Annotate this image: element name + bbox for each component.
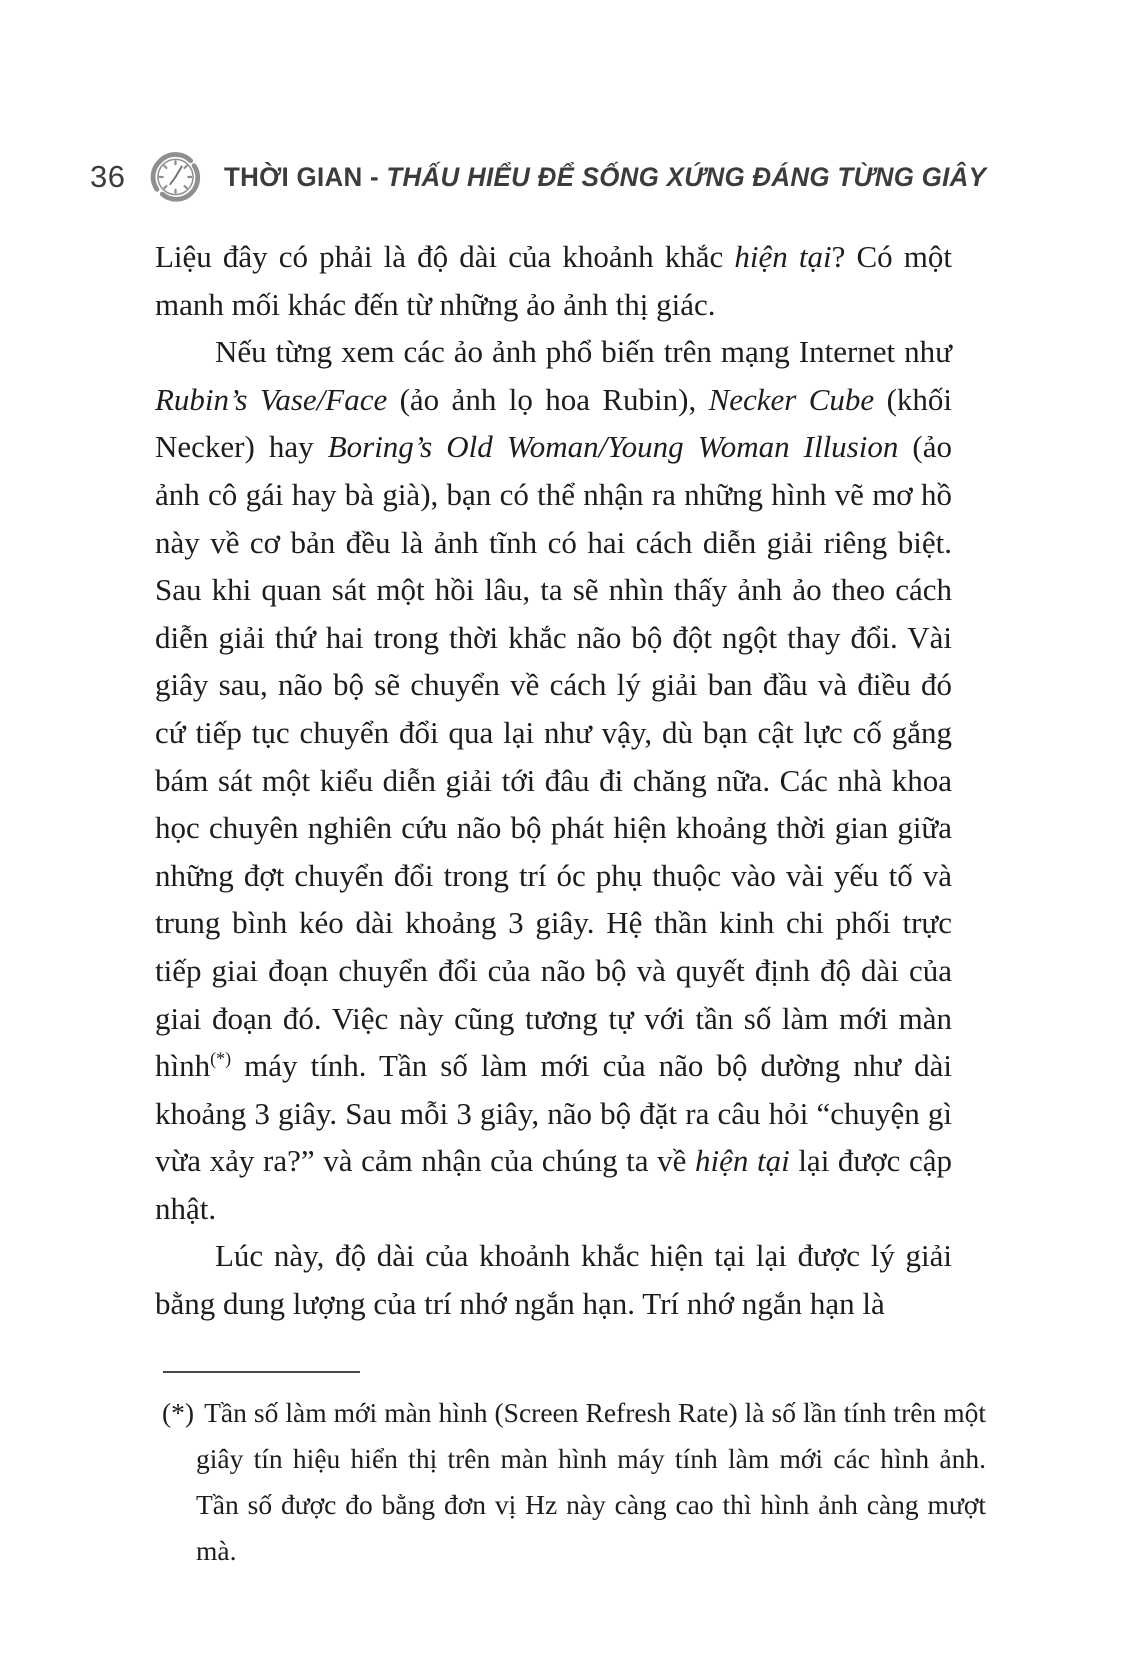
emphasized-text: Necker Cube xyxy=(708,381,875,417)
title-separator: - xyxy=(362,161,387,192)
text-run: Nếu từng xem các ảo ảnh phổ biến trên mạng Internet như xyxy=(215,334,952,370)
text-run: (ảo ảnh cô gái hay bà già), bạn có thể nhận ra những hình vẽ mơ hồ này về cơ bản đều là ảnh tĩnh có hai cách diễn giải riêng biệt. Sau khi quan sát một hồi lâu, ta sẽ nhìn thấy ảnh ảo theo cách diễn giải thứ hai trong thời khắc não bộ đột ngột thay đổi. Vài giây sau, não bộ sẽ chuyển về cách lý giải ban đầu và điều đó cứ tiếp tục chuyển đổi qua lại như vậy, dù bạn cật lực cố gắng bám sát một kiểu diễn giải tới đâu đi chăng nữa. Các nhà khoa học chuyên nghiên cứu não bộ phát hiện khoảng thời gian giữa những đợt chuyển đổi trong trí óc phụ thuộc vào vài yếu tố và trung bình kéo dài khoảng 3 giây. Hệ thần kinh chi phối trực tiếp giai đoạn chuyển đổi của não bộ và quyết định độ dài của giai đoạn đó. Việc này cũng tương tự với tần số làm mới màn hình xyxy=(155,429,953,1084)
page-number: 36 xyxy=(90,159,126,194)
emphasized-text: hiện tại xyxy=(734,239,832,274)
footnote-reference: (*) xyxy=(210,1048,232,1069)
book-title-text: THỜI GIAN xyxy=(224,161,363,192)
running-header xyxy=(90,146,1018,208)
clock-icon xyxy=(147,147,204,207)
paragraph xyxy=(155,1232,952,1327)
text-run: Tần số làm mới màn hình (Screen Refresh Rate) là số lần tính trên một giây tín hiệu hiển thị trên màn hình máy tính làm mới các hình ảnh. Tần số được đo bằng đơn vị Hz này càng cao thì hình ảnh càng mượt mà. xyxy=(196,1397,986,1566)
text-run: (khối Necker) hay xyxy=(155,381,953,465)
emphasized-text: Rubin’s Vase/Face xyxy=(155,381,388,417)
body-text xyxy=(155,233,952,1328)
book-subtitle-text: THẤU HIỂU ĐỂ SỐNG XỨNG ĐÁNG TỪNG GIÂY xyxy=(386,161,987,192)
footnote-separator xyxy=(163,1371,360,1373)
chapter-title xyxy=(224,162,986,193)
text-run: Lúc này, độ dài của khoảnh khắc hiện tại lại được lý giải bằng dung lượng của trí nhớ ngắn hạn. Trí nhớ ngắn hạn là xyxy=(155,1238,952,1322)
text-run: máy tính. Tần số làm mới của não bộ dường như dài khoảng 3 giây. Sau mỗi 3 giây, não bộ đặt ra câu hỏi “chuyện gì vừa xảy ra?” và cảm nhận của chúng ta về xyxy=(155,1048,952,1179)
paragraph xyxy=(155,328,952,1232)
emphasized-text: Boring’s Old Woman/Young Woman Illusion xyxy=(327,429,899,465)
text-run: lại được cập nhật. xyxy=(155,1143,952,1226)
footnote-text xyxy=(196,1397,986,1566)
paragraph xyxy=(155,233,952,328)
footnote xyxy=(162,1390,986,1574)
text-run: (ảo ảnh lọ hoa Rubin), xyxy=(387,381,709,417)
text-run: ? Có một manh mối khác đến từ những ảo ảnh thị giác. xyxy=(155,239,952,322)
text-run: Liệu đây có phải là độ dài của khoảnh khắc xyxy=(155,239,735,274)
emphasized-text: hiện tại xyxy=(695,1143,790,1179)
footnote-marker: (*) xyxy=(162,1397,195,1428)
